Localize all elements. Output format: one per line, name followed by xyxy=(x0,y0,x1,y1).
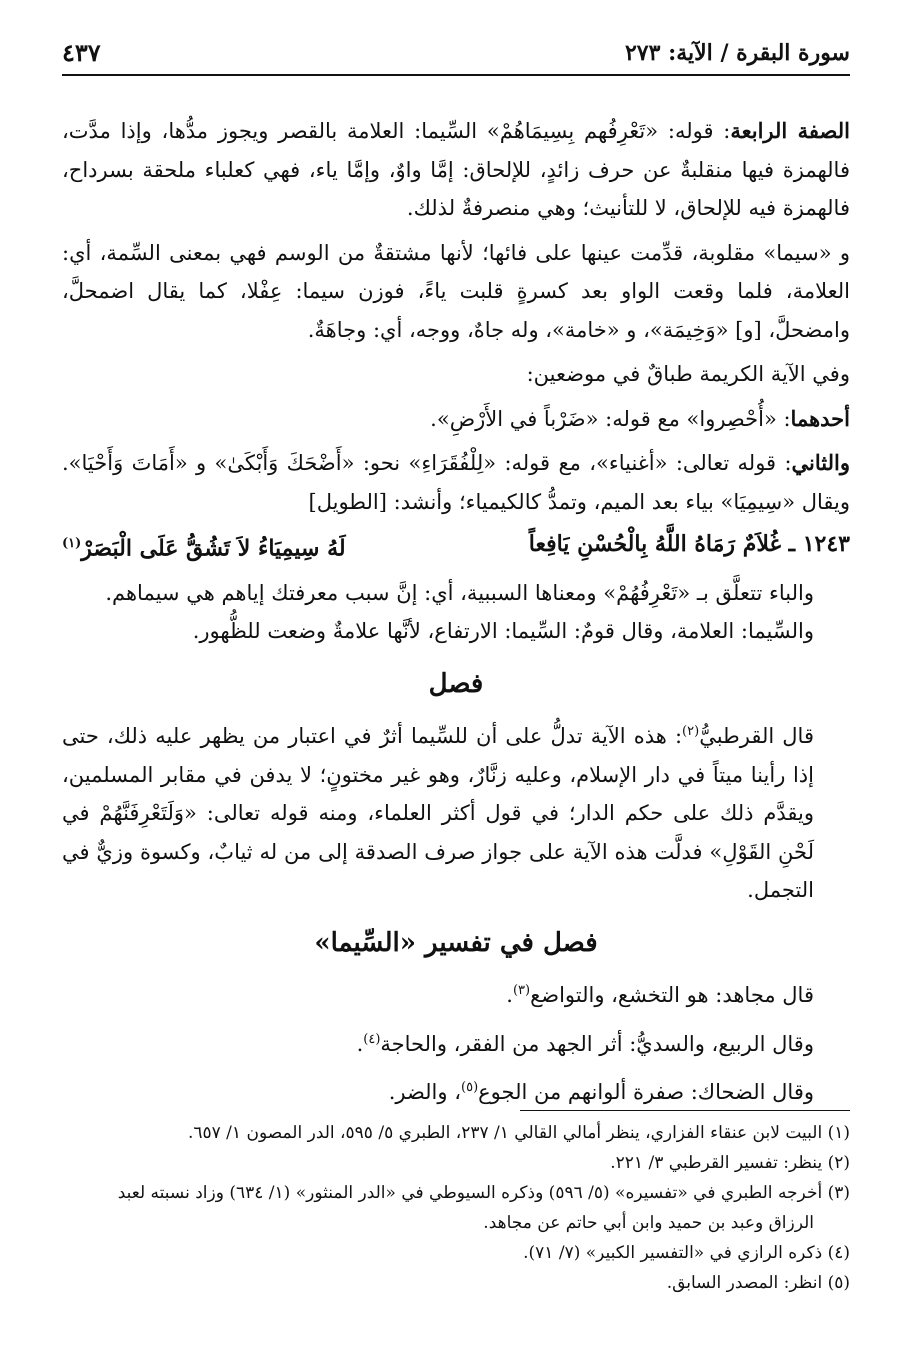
running-title: سورة البقرة / الآية: ٢٧٣ xyxy=(624,40,850,66)
footnote-5: (٥) انظر: المصدر السابق. xyxy=(666,1273,850,1293)
paragraph-end: ، والضر. xyxy=(388,1080,461,1105)
paragraph-end: . xyxy=(356,1031,364,1056)
verse-second-hemistich xyxy=(62,525,346,568)
paragraph-text: قال مجاهد: هو التخشع، والتواضع xyxy=(530,983,814,1008)
paragraph-text: قال القرطبيُّ xyxy=(699,724,814,749)
paragraph-qurtubi xyxy=(62,713,850,910)
main-text xyxy=(62,112,850,1112)
section-heading: فصل xyxy=(428,668,484,699)
footnote-marker[interactable]: (٢) xyxy=(682,724,700,740)
paragraph-tibaq-intro: وفي الآية الكريمة طباقٌ في موضعين: xyxy=(526,362,850,386)
paragraph-fourth-attribute xyxy=(62,112,850,228)
paragraph-text: : قوله: «تَعْرِفُهم بِسِيمَاهُمْ» السِّيما: العلامة بالقصر ويجوز مدُّها، وإذا مدَّت، فالهمزة فيها منقلبةٌ عن حرف زائدٍ، للإلحاق: إمَّا واوٌ، وإمَّا ياء، فهي كعلباء ملحقة بسرداح، فالهمزة فيه للإلحاق، لا للتأنيث؛ وهي منصرفةٌ لذلك. xyxy=(62,119,850,220)
paragraph-text: وقال الربيع، والسديُّ: أثر الجهد من الفقر، والحاجة xyxy=(380,1031,814,1056)
paragraph-sima-derivation: و «سيما» مقلوبة، قدِّمت عينها على فائها؛ لأنها مشتقةٌ من الوسم فهي بمعنى السِّمة، أي: العلامة، فلما وقعت الواو بعد كسرةٍ قلبت ياءً، فوزن سيما: عِفْلا، كما يقال اضمحلَّ، وامضحلَّ، [و] «وَخِيمَة»، و «خامة»، وله جاهٌ، ووجه، أي: وجاهَةٌ. xyxy=(62,240,850,342)
paragraph-text: : «أُحْصِروا» مع قوله: «ضَرْباً في الأَرْضِ». xyxy=(430,406,791,431)
footnote-marker[interactable]: (٣) xyxy=(512,983,531,999)
paragraph-text: : هذه الآية تدلُّ على أن للسِّيما أثرٌ في اعتبار من يظهر عليه ذلك، حتى إذا رأينا ميتاً في دار الإسلام، وعليه زنَّارٌ، وهو غير مختونٍ؛ لا يدفن في مقابر المسلمين، ويقدَّم ذلك على حكم الدار؛ في قول أكثر العلماء، ومنه قوله تعالى: «وَلَتَعْرِفَنَّهُمْ في لَحْنِ القَوْلِ» فدلَّت هذه الآية على جواز صرف الصدقة إلى من له ثيابٌ، وكسوة وزيٌّ في التجمل. xyxy=(62,724,814,903)
paragraph-sima-irtifa: والسِّيما: العلامة، وقال قومٌ: السِّيما: الارتفاع، لأنَّها علامةٌ وضعت للظُّهور. xyxy=(192,619,814,644)
paragraph-second-tibaq xyxy=(62,444,850,521)
footnote-4: (٤) ذكره الرازي في «التفسير الكبير» (٧/ ٧١). xyxy=(523,1243,850,1263)
page-header xyxy=(62,30,850,76)
paragraph-rabi-suddi xyxy=(62,1021,850,1064)
paragraph-lead: أحدهما xyxy=(790,405,850,431)
verse-number: ١٢٤٣ ـ xyxy=(788,531,850,557)
paragraph-end: . xyxy=(506,983,513,1008)
paragraph-ba-meaning: والباء تتعلَّق بـ «تَعْرِفُهُمْ» ومعناها السببية، أي: إنَّ سبب معرفتك إياهم هي سيماهم. xyxy=(105,580,814,605)
paragraph-text: وقال الضحاك: صفرة ألوانهم من الجوع xyxy=(478,1080,814,1105)
footnote-1: (١) البيت لابن عنقاء الفزاري، ينظر أمالي القالي ١/ ٢٣٧، الطبري ٥/ ٥٩٥، الدر المصون ١/ ٦٥٧. xyxy=(187,1123,850,1143)
footnote-3: (٣) أخرجه الطبري في «تفسيره» (٥/ ٥٩٦) وذكره السيوطي في «الدر المنثور» (١/ ٦٣٤) وزاد نسبته لعبد xyxy=(117,1183,850,1203)
footnote-separator xyxy=(520,1110,850,1111)
paragraph-lead: الصفة الرابعة xyxy=(730,118,850,143)
verse-second-hemistich-text: لَهُ سِيمِيَاءُ لاَ تَشُقُّ عَلَى الْبَصَرْ xyxy=(81,535,346,562)
paragraph-mujahid xyxy=(62,972,850,1015)
page-number: ٤٣٧ xyxy=(62,38,101,67)
footnote-2: (٢) ينظر: تفسير القرطبي ٣/ ٢٢١. xyxy=(610,1153,850,1173)
paragraph-first-tibaq xyxy=(62,400,850,439)
section-heading-sima-tafsir: فصل في تفسير «السِّيما» xyxy=(314,927,598,958)
footnote-marker[interactable]: (٤) xyxy=(363,1031,381,1047)
poetry-verse xyxy=(62,525,850,568)
verse-first-hemistich-text: غُلاَمٌ رَمَاهُ اللَّهُ بِالْحُسْنِ يَافِعاً xyxy=(528,531,781,557)
verse-footnote-marker[interactable]: (١) xyxy=(62,536,82,551)
paragraph-text: : قوله تعالى: «أغنياء»، مع قوله: «لِلْفُقَرَاءِ» نحو: «أَضْحَكَ وَأَبْكَىٰ» و «أَمَاتَ وَأَحْيَا». ويقال «سِيمِيَا» بياء بعد الميم، وتمدُّ كالكيمياء؛ وأنشد: [الطويل] xyxy=(62,451,850,514)
footnote-marker[interactable]: (٥) xyxy=(461,1080,479,1096)
verse-first-hemistich xyxy=(529,525,850,568)
footnotes xyxy=(62,1118,850,1298)
footnote-3-continuation: الرزاق وعبد بن حميد وابن أبي حاتم عن مجاهد. xyxy=(483,1213,814,1233)
paragraph-lead: والثاني xyxy=(791,450,850,475)
paragraph-dahhak xyxy=(62,1069,850,1112)
